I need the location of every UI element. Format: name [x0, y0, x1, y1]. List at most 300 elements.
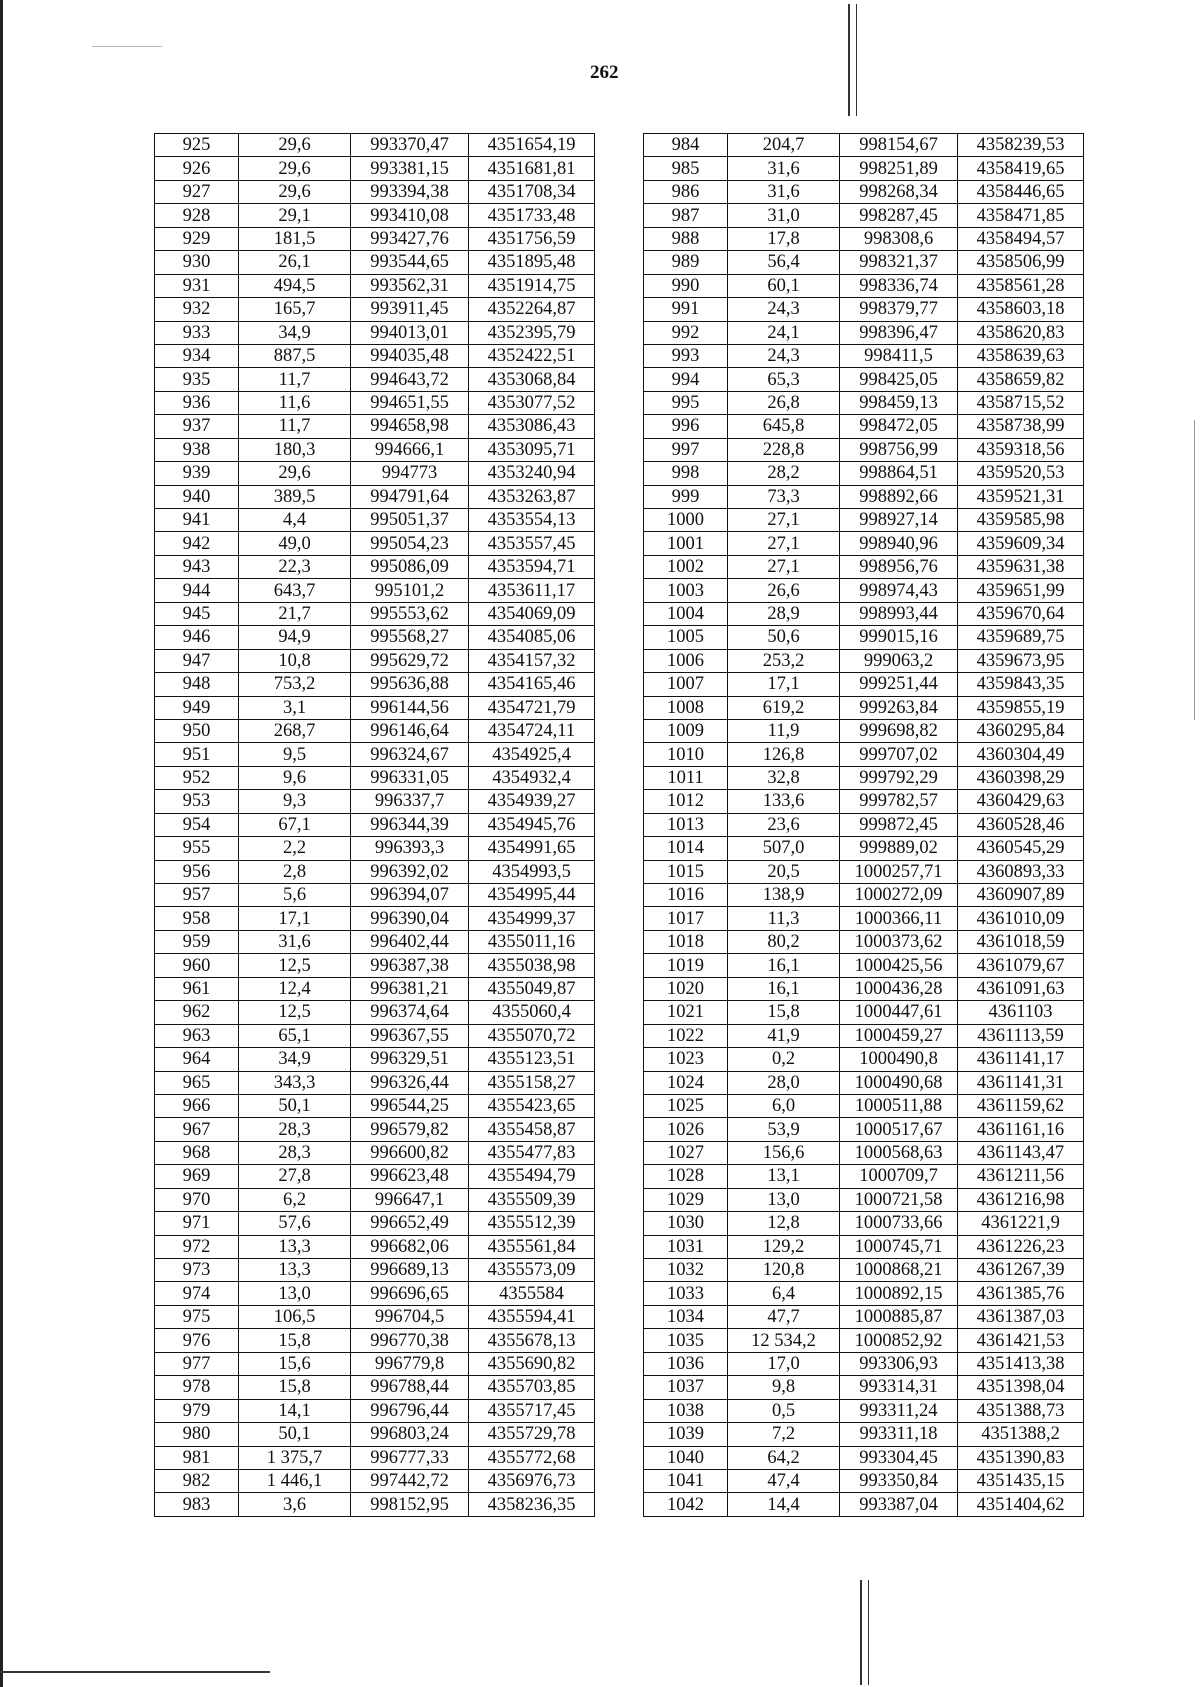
point-number-cell: 964 — [155, 1048, 239, 1071]
point-number-cell: 1036 — [644, 1352, 728, 1375]
distance-cell: 21,7 — [239, 602, 351, 625]
table-row — [644, 1259, 1084, 1282]
x-coordinate-cell: 996387,38 — [351, 954, 469, 977]
y-coordinate-cell: 4355690,82 — [469, 1352, 595, 1375]
distance-cell: 14,4 — [728, 1493, 840, 1516]
point-number-cell: 1005 — [644, 626, 728, 649]
table-row — [644, 1212, 1084, 1235]
x-coordinate-cell: 996394,07 — [351, 884, 469, 907]
point-number-cell: 1032 — [644, 1259, 728, 1282]
y-coordinate-cell: 4354999,37 — [469, 907, 595, 930]
x-coordinate-cell: 993314,31 — [840, 1376, 958, 1399]
x-coordinate-cell: 995568,27 — [351, 626, 469, 649]
y-coordinate-cell: 4359670,64 — [958, 602, 1084, 625]
point-number-cell: 998 — [644, 462, 728, 485]
table-row — [644, 298, 1084, 321]
x-coordinate-cell: 993311,24 — [840, 1399, 958, 1422]
distance-cell: 7,2 — [728, 1423, 840, 1446]
y-coordinate-cell: 4361211,56 — [958, 1165, 1084, 1188]
distance-cell: 2,2 — [239, 837, 351, 860]
y-coordinate-cell: 4351914,75 — [469, 274, 595, 297]
distance-cell: 343,3 — [239, 1071, 351, 1094]
y-coordinate-cell: 4359521,31 — [958, 485, 1084, 508]
x-coordinate-cell: 995086,09 — [351, 555, 469, 578]
distance-cell: 31,6 — [728, 180, 840, 203]
table-row — [155, 907, 595, 930]
table-row — [155, 415, 595, 438]
y-coordinate-cell: 4355729,78 — [469, 1423, 595, 1446]
x-coordinate-cell: 993370,47 — [351, 134, 469, 157]
y-coordinate-cell: 4358471,85 — [958, 204, 1084, 227]
table-row — [644, 1188, 1084, 1211]
x-coordinate-cell: 996704,5 — [351, 1305, 469, 1328]
point-number-cell: 991 — [644, 298, 728, 321]
distance-cell: 494,5 — [239, 274, 351, 297]
x-coordinate-cell: 998892,66 — [840, 485, 958, 508]
y-coordinate-cell: 4354993,5 — [469, 860, 595, 883]
table-row — [155, 1352, 595, 1375]
x-coordinate-cell: 995101,2 — [351, 579, 469, 602]
distance-cell: 1 446,1 — [239, 1469, 351, 1492]
table-row — [155, 1235, 595, 1258]
x-coordinate-cell: 1000272,09 — [840, 884, 958, 907]
table-row — [155, 532, 595, 555]
distance-cell: 47,4 — [728, 1469, 840, 1492]
point-number-cell: 976 — [155, 1329, 239, 1352]
distance-cell: 94,9 — [239, 626, 351, 649]
distance-cell: 156,6 — [728, 1141, 840, 1164]
y-coordinate-cell: 4355772,68 — [469, 1446, 595, 1469]
table-row — [644, 368, 1084, 391]
table-row — [644, 415, 1084, 438]
y-coordinate-cell: 4352422,51 — [469, 344, 595, 367]
y-coordinate-cell: 4355011,16 — [469, 930, 595, 953]
y-coordinate-cell: 4355060,4 — [469, 1001, 595, 1024]
y-coordinate-cell: 4361141,31 — [958, 1071, 1084, 1094]
x-coordinate-cell: 1000852,92 — [840, 1329, 958, 1352]
x-coordinate-cell: 1000868,21 — [840, 1259, 958, 1282]
table-row — [155, 649, 595, 672]
y-coordinate-cell: 4359843,35 — [958, 673, 1084, 696]
x-coordinate-cell: 996689,13 — [351, 1259, 469, 1282]
y-coordinate-cell: 4358603,18 — [958, 298, 1084, 321]
point-number-cell: 1030 — [644, 1212, 728, 1235]
y-coordinate-cell: 4360907,89 — [958, 884, 1084, 907]
table-row — [155, 860, 595, 883]
point-number-cell: 1028 — [644, 1165, 728, 1188]
distance-cell: 887,5 — [239, 344, 351, 367]
distance-cell: 129,2 — [728, 1235, 840, 1258]
distance-cell: 106,5 — [239, 1305, 351, 1328]
distance-cell: 165,7 — [239, 298, 351, 321]
x-coordinate-cell: 1000373,62 — [840, 930, 958, 953]
table-row — [644, 626, 1084, 649]
point-number-cell: 945 — [155, 602, 239, 625]
table-row — [644, 837, 1084, 860]
y-coordinate-cell: 4361161,16 — [958, 1118, 1084, 1141]
y-coordinate-cell: 4353068,84 — [469, 368, 595, 391]
y-coordinate-cell: 4358446,65 — [958, 180, 1084, 203]
point-number-cell: 983 — [155, 1493, 239, 1516]
y-coordinate-cell: 4356976,73 — [469, 1469, 595, 1492]
table-row — [155, 321, 595, 344]
point-number-cell: 966 — [155, 1094, 239, 1117]
y-coordinate-cell: 4361221,9 — [958, 1212, 1084, 1235]
y-coordinate-cell: 4360429,63 — [958, 790, 1084, 813]
point-number-cell: 959 — [155, 930, 239, 953]
table-row — [644, 696, 1084, 719]
y-coordinate-cell: 4358239,53 — [958, 134, 1084, 157]
distance-cell: 15,8 — [239, 1329, 351, 1352]
x-coordinate-cell: 996337,7 — [351, 790, 469, 813]
x-coordinate-cell: 994035,48 — [351, 344, 469, 367]
x-coordinate-cell: 995636,88 — [351, 673, 469, 696]
table-row — [155, 1118, 595, 1141]
x-coordinate-cell: 995054,23 — [351, 532, 469, 555]
x-coordinate-cell: 993544,65 — [351, 251, 469, 274]
y-coordinate-cell: 4359651,99 — [958, 579, 1084, 602]
distance-cell: 64,2 — [728, 1446, 840, 1469]
distance-cell: 41,9 — [728, 1024, 840, 1047]
x-coordinate-cell: 1000885,87 — [840, 1305, 958, 1328]
distance-cell: 9,8 — [728, 1376, 840, 1399]
point-number-cell: 1014 — [644, 837, 728, 860]
table-row — [644, 930, 1084, 953]
point-number-cell: 985 — [644, 157, 728, 180]
point-number-cell: 1002 — [644, 555, 728, 578]
x-coordinate-cell: 996393,3 — [351, 837, 469, 860]
distance-cell: 60,1 — [728, 274, 840, 297]
x-coordinate-cell: 999015,16 — [840, 626, 958, 649]
table-row — [155, 204, 595, 227]
table-row — [644, 251, 1084, 274]
distance-cell: 11,6 — [239, 391, 351, 414]
distance-cell: 15,8 — [728, 1001, 840, 1024]
x-coordinate-cell: 1000257,71 — [840, 860, 958, 883]
point-number-cell: 944 — [155, 579, 239, 602]
y-coordinate-cell: 4355594,41 — [469, 1305, 595, 1328]
point-number-cell: 994 — [644, 368, 728, 391]
point-number-cell: 960 — [155, 954, 239, 977]
table-row — [155, 954, 595, 977]
x-coordinate-cell: 994013,01 — [351, 321, 469, 344]
x-coordinate-cell: 996392,02 — [351, 860, 469, 883]
point-number-cell: 1020 — [644, 977, 728, 1000]
distance-cell: 20,5 — [728, 860, 840, 883]
point-number-cell: 987 — [644, 204, 728, 227]
point-number-cell: 958 — [155, 907, 239, 930]
table-row — [644, 204, 1084, 227]
point-number-cell: 1011 — [644, 766, 728, 789]
y-coordinate-cell: 4355717,45 — [469, 1399, 595, 1422]
table-row — [155, 1165, 595, 1188]
y-coordinate-cell: 4361267,39 — [958, 1259, 1084, 1282]
point-number-cell: 927 — [155, 180, 239, 203]
x-coordinate-cell: 996777,33 — [351, 1446, 469, 1469]
point-number-cell: 952 — [155, 766, 239, 789]
table-row — [644, 180, 1084, 203]
distance-cell: 28,3 — [239, 1118, 351, 1141]
distance-cell: 29,6 — [239, 180, 351, 203]
x-coordinate-cell: 995629,72 — [351, 649, 469, 672]
x-coordinate-cell: 996324,67 — [351, 743, 469, 766]
table-row — [155, 719, 595, 742]
point-number-cell: 1041 — [644, 1469, 728, 1492]
x-coordinate-cell: 1000511,88 — [840, 1094, 958, 1117]
y-coordinate-cell: 4354165,46 — [469, 673, 595, 696]
y-coordinate-cell: 4351895,48 — [469, 251, 595, 274]
x-coordinate-cell: 998459,13 — [840, 391, 958, 414]
y-coordinate-cell: 4358659,82 — [958, 368, 1084, 391]
distance-cell: 133,6 — [728, 790, 840, 813]
table-row — [644, 1493, 1084, 1516]
coordinates-table-left — [154, 133, 595, 1517]
table-row — [155, 555, 595, 578]
x-coordinate-cell: 996803,24 — [351, 1423, 469, 1446]
distance-cell: 65,3 — [728, 368, 840, 391]
table-row — [155, 1282, 595, 1305]
point-number-cell: 1022 — [644, 1024, 728, 1047]
point-number-cell: 938 — [155, 438, 239, 461]
distance-cell: 26,8 — [728, 391, 840, 414]
point-number-cell: 1035 — [644, 1329, 728, 1352]
y-coordinate-cell: 4358494,57 — [958, 227, 1084, 250]
distance-cell: 49,0 — [239, 532, 351, 555]
x-coordinate-cell: 996600,82 — [351, 1141, 469, 1164]
point-number-cell: 973 — [155, 1259, 239, 1282]
distance-cell: 6,2 — [239, 1188, 351, 1211]
x-coordinate-cell: 999251,44 — [840, 673, 958, 696]
x-coordinate-cell: 996696,65 — [351, 1282, 469, 1305]
distance-cell: 50,1 — [239, 1094, 351, 1117]
point-number-cell: 1003 — [644, 579, 728, 602]
point-number-cell: 990 — [644, 274, 728, 297]
table-row — [155, 344, 595, 367]
table-row — [644, 1141, 1084, 1164]
x-coordinate-cell: 1000425,56 — [840, 954, 958, 977]
table-row — [644, 743, 1084, 766]
y-coordinate-cell: 4361159,62 — [958, 1094, 1084, 1117]
table-row — [644, 1329, 1084, 1352]
table-row — [155, 837, 595, 860]
y-coordinate-cell: 4360528,46 — [958, 813, 1084, 836]
point-number-cell: 962 — [155, 1001, 239, 1024]
x-coordinate-cell: 996770,38 — [351, 1329, 469, 1352]
scan-bottom-line — [0, 1671, 270, 1673]
distance-cell: 31,6 — [728, 157, 840, 180]
y-coordinate-cell: 4355703,85 — [469, 1376, 595, 1399]
distance-cell: 31,6 — [239, 930, 351, 953]
distance-cell: 67,1 — [239, 813, 351, 836]
distance-cell: 389,5 — [239, 485, 351, 508]
coordinates-table-right — [643, 133, 1084, 1517]
x-coordinate-cell: 999792,29 — [840, 766, 958, 789]
point-number-cell: 953 — [155, 790, 239, 813]
distance-cell: 9,5 — [239, 743, 351, 766]
y-coordinate-cell: 4361018,59 — [958, 930, 1084, 953]
point-number-cell: 1016 — [644, 884, 728, 907]
x-coordinate-cell: 998268,34 — [840, 180, 958, 203]
point-number-cell: 933 — [155, 321, 239, 344]
x-coordinate-cell: 993381,15 — [351, 157, 469, 180]
x-coordinate-cell: 998251,89 — [840, 157, 958, 180]
distance-cell: 29,6 — [239, 462, 351, 485]
table-row — [155, 1469, 595, 1492]
distance-cell: 28,2 — [728, 462, 840, 485]
distance-cell: 73,3 — [728, 485, 840, 508]
point-number-cell: 925 — [155, 134, 239, 157]
distance-cell: 50,6 — [728, 626, 840, 649]
point-number-cell: 1033 — [644, 1282, 728, 1305]
point-number-cell: 951 — [155, 743, 239, 766]
y-coordinate-cell: 4360545,29 — [958, 837, 1084, 860]
table-row — [644, 391, 1084, 414]
table-row — [644, 344, 1084, 367]
distance-cell: 13,0 — [728, 1188, 840, 1211]
table-row — [644, 438, 1084, 461]
distance-cell: 4,4 — [239, 509, 351, 532]
table-row — [644, 1282, 1084, 1305]
point-number-cell: 936 — [155, 391, 239, 414]
table-row — [155, 790, 595, 813]
y-coordinate-cell: 4353554,13 — [469, 509, 595, 532]
x-coordinate-cell: 993427,76 — [351, 227, 469, 250]
point-number-cell: 949 — [155, 696, 239, 719]
x-coordinate-cell: 1000459,27 — [840, 1024, 958, 1047]
table-row — [644, 884, 1084, 907]
distance-cell: 16,1 — [728, 977, 840, 1000]
table-row — [155, 1493, 595, 1516]
distance-cell: 27,8 — [239, 1165, 351, 1188]
y-coordinate-cell: 4359609,34 — [958, 532, 1084, 555]
point-number-cell: 969 — [155, 1165, 239, 1188]
table-row — [155, 602, 595, 625]
point-number-cell: 926 — [155, 157, 239, 180]
table-row — [155, 298, 595, 321]
table-row — [644, 1376, 1084, 1399]
y-coordinate-cell: 4354724,11 — [469, 719, 595, 742]
point-number-cell: 1024 — [644, 1071, 728, 1094]
y-coordinate-cell: 4353611,17 — [469, 579, 595, 602]
x-coordinate-cell: 1000733,66 — [840, 1212, 958, 1235]
distance-cell: 28,3 — [239, 1141, 351, 1164]
y-coordinate-cell: 4358738,99 — [958, 415, 1084, 438]
x-coordinate-cell: 1000517,67 — [840, 1118, 958, 1141]
point-number-cell: 999 — [644, 485, 728, 508]
table-row — [155, 673, 595, 696]
y-coordinate-cell: 4354721,79 — [469, 696, 595, 719]
x-coordinate-cell: 994651,55 — [351, 391, 469, 414]
y-coordinate-cell: 4361421,53 — [958, 1329, 1084, 1352]
y-coordinate-cell: 4360398,29 — [958, 766, 1084, 789]
table-row — [644, 321, 1084, 344]
x-coordinate-cell: 998993,44 — [840, 602, 958, 625]
table-row — [155, 1188, 595, 1211]
x-coordinate-cell: 997442,72 — [351, 1469, 469, 1492]
x-coordinate-cell: 1000436,28 — [840, 977, 958, 1000]
y-coordinate-cell: 4351404,62 — [958, 1493, 1084, 1516]
y-coordinate-cell: 4352395,79 — [469, 321, 595, 344]
x-coordinate-cell: 998321,37 — [840, 251, 958, 274]
scan-margin-line — [848, 4, 850, 116]
table-row — [644, 274, 1084, 297]
distance-cell: 15,6 — [239, 1352, 351, 1375]
y-coordinate-cell: 4355561,84 — [469, 1235, 595, 1258]
y-coordinate-cell: 4355423,65 — [469, 1094, 595, 1117]
point-number-cell: 980 — [155, 1423, 239, 1446]
point-number-cell: 965 — [155, 1071, 239, 1094]
distance-cell: 13,3 — [239, 1235, 351, 1258]
y-coordinate-cell: 4358561,28 — [958, 274, 1084, 297]
distance-cell: 2,8 — [239, 860, 351, 883]
point-number-cell: 996 — [644, 415, 728, 438]
x-coordinate-cell: 999782,57 — [840, 790, 958, 813]
y-coordinate-cell: 4351654,19 — [469, 134, 595, 157]
table-row — [644, 1352, 1084, 1375]
scan-margin-line — [868, 1580, 869, 1685]
x-coordinate-cell: 996652,49 — [351, 1212, 469, 1235]
point-number-cell: 957 — [155, 884, 239, 907]
table-row — [155, 930, 595, 953]
x-coordinate-cell: 996390,04 — [351, 907, 469, 930]
x-coordinate-cell: 996796,44 — [351, 1399, 469, 1422]
x-coordinate-cell: 1000721,58 — [840, 1188, 958, 1211]
y-coordinate-cell: 4354069,09 — [469, 602, 595, 625]
point-number-cell: 1021 — [644, 1001, 728, 1024]
point-number-cell: 972 — [155, 1235, 239, 1258]
table-row — [155, 1212, 595, 1235]
point-number-cell: 1019 — [644, 954, 728, 977]
point-number-cell: 963 — [155, 1024, 239, 1047]
y-coordinate-cell: 4359631,38 — [958, 555, 1084, 578]
table-row — [644, 1399, 1084, 1422]
y-coordinate-cell: 4354995,44 — [469, 884, 595, 907]
x-coordinate-cell: 996381,21 — [351, 977, 469, 1000]
table-row — [644, 977, 1084, 1000]
x-coordinate-cell: 994773 — [351, 462, 469, 485]
table-row — [155, 696, 595, 719]
y-coordinate-cell: 4355158,27 — [469, 1071, 595, 1094]
point-number-cell: 934 — [155, 344, 239, 367]
x-coordinate-cell: 995051,37 — [351, 509, 469, 532]
point-number-cell: 931 — [155, 274, 239, 297]
table-row — [155, 977, 595, 1000]
distance-cell: 11,7 — [239, 368, 351, 391]
distance-cell: 57,6 — [239, 1212, 351, 1235]
distance-cell: 16,1 — [728, 954, 840, 977]
y-coordinate-cell: 4355509,39 — [469, 1188, 595, 1211]
y-coordinate-cell: 4359318,56 — [958, 438, 1084, 461]
table-row — [644, 1469, 1084, 1492]
table-row — [644, 860, 1084, 883]
x-coordinate-cell: 998756,99 — [840, 438, 958, 461]
y-coordinate-cell: 4359585,98 — [958, 509, 1084, 532]
point-number-cell: 946 — [155, 626, 239, 649]
x-coordinate-cell: 993311,18 — [840, 1423, 958, 1446]
x-coordinate-cell: 996682,06 — [351, 1235, 469, 1258]
point-number-cell: 954 — [155, 813, 239, 836]
table-row — [644, 790, 1084, 813]
table-row — [155, 1048, 595, 1071]
y-coordinate-cell: 4355123,51 — [469, 1048, 595, 1071]
x-coordinate-cell: 996647,1 — [351, 1188, 469, 1211]
y-coordinate-cell: 4351388,73 — [958, 1399, 1084, 1422]
table-row — [644, 1024, 1084, 1047]
y-coordinate-cell: 4354939,27 — [469, 790, 595, 813]
distance-cell: 3,6 — [239, 1493, 351, 1516]
y-coordinate-cell: 4355038,98 — [469, 954, 595, 977]
distance-cell: 507,0 — [728, 837, 840, 860]
